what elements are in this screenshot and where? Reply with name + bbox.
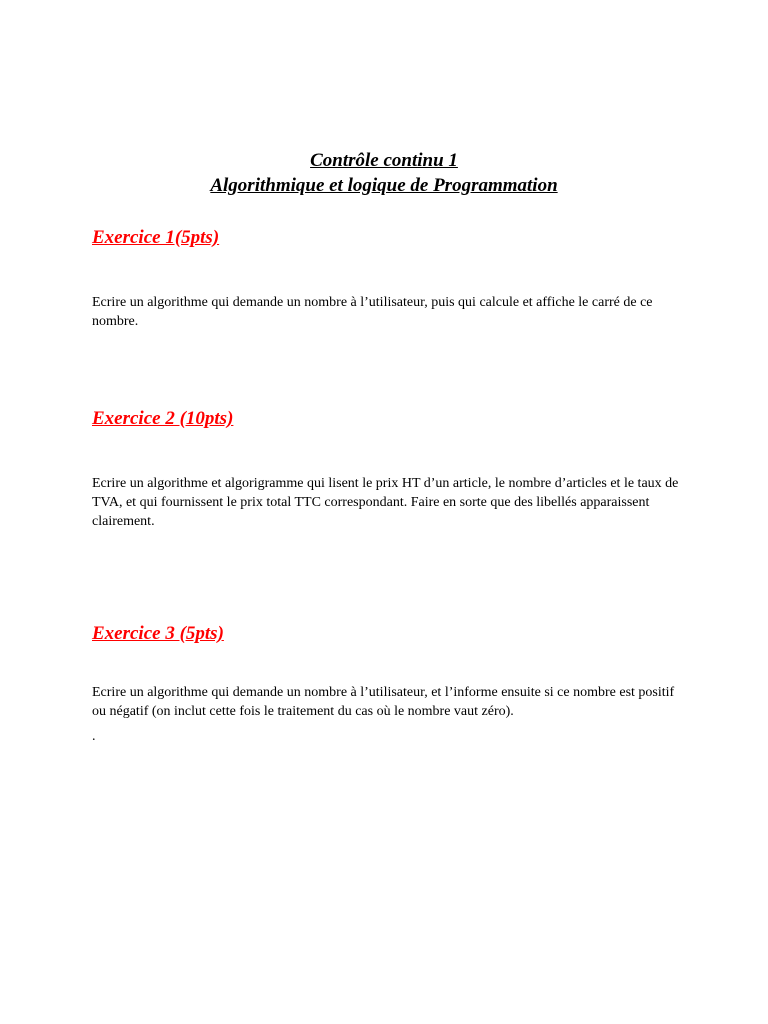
exercise-3-heading: Exercice 3 (5pts) (92, 623, 224, 644)
document-title: Contrôle continu 1 (310, 150, 458, 171)
trailing-mark: . (92, 729, 96, 744)
exercise-2-heading: Exercice 2 (10pts) (92, 408, 234, 429)
exercise-2-text: Ecrire un algorithme et algorigramme qui lisent le prix HT d’un article, le nombre d’articles et le taux de TVA, et qui fournissent le prix total TTC correspondant. Faire en sorte que des libellés apparaissent clairement. (92, 476, 679, 529)
exercise-3-text: Ecrire un algorithme qui demande un nombre à l’utilisateur, et l’informe ensuite si ce nombre est positif ou négatif (on inclut cette fois le traitement du cas où le nombre vaut zéro). (92, 685, 675, 719)
exercise-1-heading: Exercice 1(5pts) (92, 227, 220, 248)
document-subtitle: Algorithmique et logique de Programmation (210, 175, 558, 196)
exercise-1-text: Ecrire un algorithme qui demande un nombre à l’utilisateur, puis qui calcule et affiche le carré de ce nombre. (92, 295, 653, 329)
